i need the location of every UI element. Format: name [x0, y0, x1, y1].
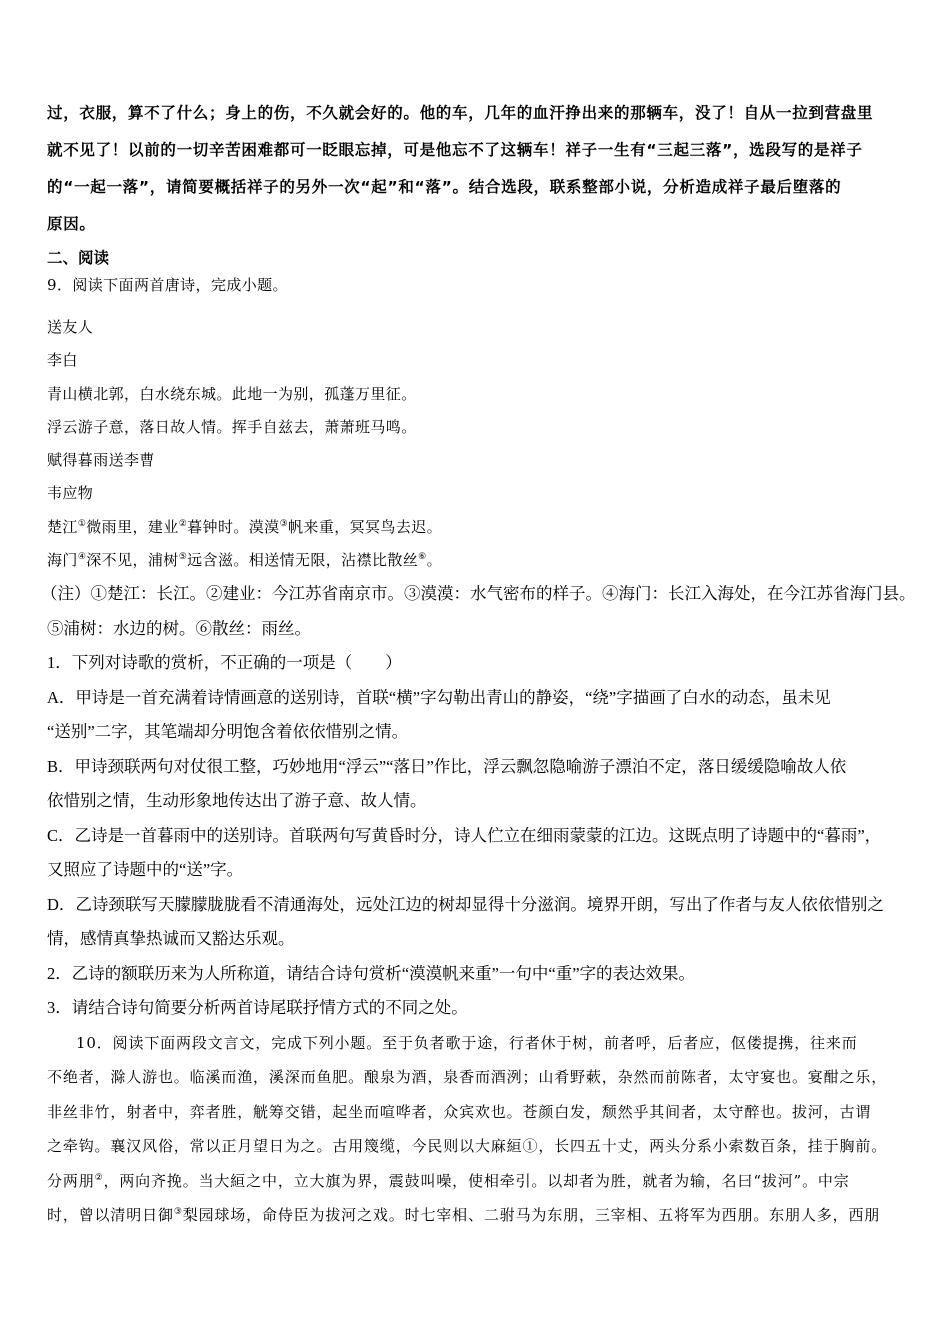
option-line: A．甲诗是一首充满着诗情画意的送别诗，首联“横”字勾勒出青山的静姿，“绕”字描画了白水的动态，虽未见	[47, 687, 831, 707]
text-line: 10．阅读下面两段文言文，完成下列小题。至于负者歌于途，行者休于树，前者呼，后者应，伛偻提携，往来而	[76, 1033, 858, 1052]
poem-author: 韦应物	[47, 484, 94, 503]
footnote-marker: ④	[77, 552, 87, 563]
option-line: 又照应了诗题中的“送”字。	[47, 860, 244, 880]
option-line: B．甲诗颈联两句对仗很工整，巧妙地用“浮云”“落日”作比，浮云飘忽隐喻游子漂泊不定，落日缓缓隐喻故人依	[47, 756, 847, 776]
text-line: 非丝非竹，射者中，弈者胜，觥筹交错，起坐而喧哗者，众宾欢也。苍颜白发，颓然乎其间者，太守醉也。拔河，古谓	[47, 1102, 872, 1121]
text-line: 的“一起一落”，请简要概括祥子的另外一次“起”和“落”。结合选段，联系整部小说，分析造成祥子最后堕落的	[47, 178, 842, 196]
option-line: “送别”二字，其笔端却分明饱含着依依惜别之情。	[47, 722, 409, 742]
poem-author: 李白	[47, 351, 78, 370]
question-intro: 9．阅读下面两首唐诗，完成小题。	[47, 276, 288, 294]
text-line: 之牵钩。襄汉风俗，常以正月望日为之。古用篾缆，今民则以大麻絙①，长四五十丈，两头分系小索数百条，挂于胸前。	[47, 1137, 888, 1156]
option-line: D．乙诗颈联写天朦朦胧胧看不清通海处，远处江边的树却显得十分滋润。境界开朗，写出了作者与友人依依惜别之	[47, 894, 884, 914]
footnote-marker: ⑥	[418, 552, 427, 563]
option-a	[47, 681, 913, 750]
poem-line: 浮云游子意，落日故人情。挥手自兹去，萧萧班马鸣。	[47, 417, 417, 436]
option-d	[47, 888, 913, 957]
option-line: 依惜别之情，生动形象地传达出了游子意、故人情。	[47, 791, 427, 811]
footnote-marker: ③	[279, 518, 289, 529]
sub-question-1: 1．下列对诗歌的赏析，不正确的一项是（ ）	[47, 653, 402, 673]
footnote-marker: ②	[94, 1172, 104, 1183]
text-line: 就不见了！以前的一切辛苦困难都可一眨眼忘掉，可是他忘不了这辆车！祥子一生有“三起三落”，选段写的是祥子	[47, 141, 863, 159]
annotation-line: （注）①楚江：长江。②建业：今江苏省南京市。③漠漠：水气密布的样子。④海门：长江入海处，在今江苏省海门县。	[41, 584, 916, 604]
poem-title: 赋得暮雨送李曹	[47, 451, 155, 470]
poem-line: 楚江①微雨里，建业②暮钟时。漠漠③帆来重，冥冥鸟去迟。	[47, 517, 443, 536]
annotation-line: ⑤浦树：水边的树。⑥散丝：雨丝。	[47, 618, 311, 638]
text-line: 时，曾以清明日御③梨园球场，命侍臣为拔河之戏。时七宰相、二驸马为东朋，三宰相、五将军为西朋。东朋人多，西朋	[47, 1206, 881, 1225]
poem-line: 青山横北郭，白水绕东城。此地一为别，孤蓬万里征。	[47, 384, 417, 403]
section-heading: 二、阅读	[47, 249, 110, 267]
question-10	[47, 1026, 913, 1233]
poem-title: 送友人	[47, 318, 94, 336]
footnote-marker: ①	[77, 518, 87, 529]
option-b	[47, 750, 913, 819]
passage-continuation	[47, 95, 913, 243]
text-line: 不绝者，滁人游也。临溪而渔，溪深而鱼肥。酿泉为酒，泉香而酒洌；山肴野蔌，杂然而前陈者，太守宴也。宴酣之乐，	[47, 1068, 888, 1087]
document-page	[41, 95, 916, 1233]
option-line: C．乙诗是一首暮雨中的送别诗。首联两句写黄昏时分，诗人伫立在细雨蒙蒙的江边。这既点明了诗题中的“暮雨”，	[47, 825, 882, 845]
question-9	[41, 273, 916, 1026]
footnote-marker: ③	[173, 1207, 183, 1218]
sub-question-2: 2．乙诗的额联历来为人所称道，请结合诗句赏析“漠漠帆来重”一句中“重”字的表达效果。	[47, 963, 696, 983]
text-line: 过，衣服，算不了什么；身上的伤，不久就会好的。他的车，几年的血汗挣出来的那辆车，没了！自从一拉到营盘里	[47, 104, 874, 122]
sub-question-3: 3．请结合诗句简要分析两首诗尾联抒情方式的不同之处。	[47, 998, 468, 1018]
option-c	[47, 819, 913, 888]
option-line: 情，感情真挚热诚而又豁达乐观。	[47, 929, 295, 949]
footnote-marker: ②	[178, 518, 188, 529]
poem-line: 海门④深不见，浦树⑤远含滋。相送情无限，沾襟比散丝⑥。	[47, 551, 443, 570]
footnote-marker: ⑤	[178, 552, 188, 563]
text-line: 原因。	[47, 215, 96, 233]
text-line: 分两朋②，两向齐挽。当大絙之中，立大旗为界，震鼓叫噪，使相牵引。以却者为胜，就者为输，名曰“拔河”。中宗	[47, 1171, 850, 1190]
